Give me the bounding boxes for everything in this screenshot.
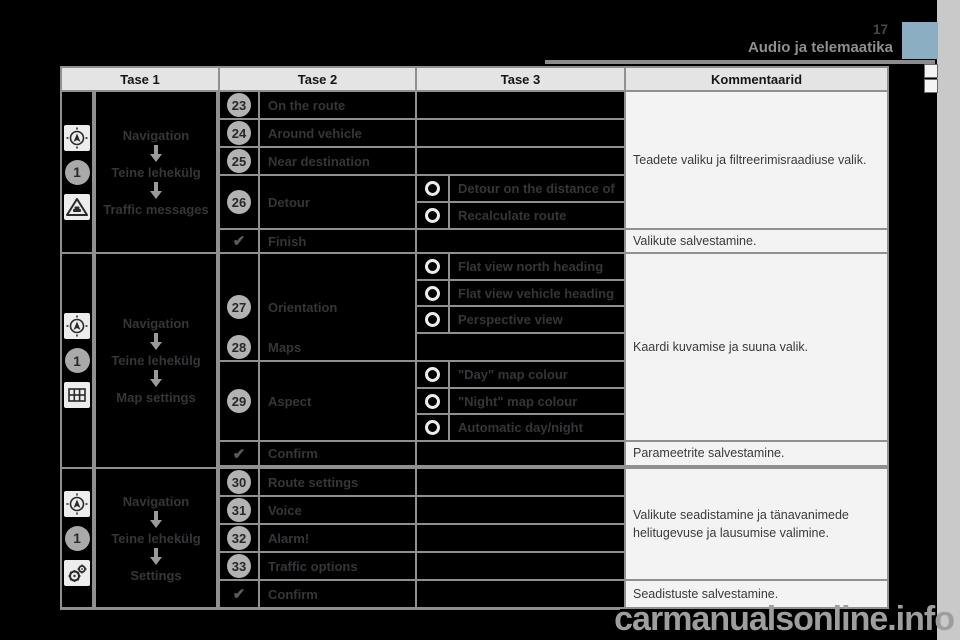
step-number-cell (220, 176, 258, 228)
section-color-tab (902, 22, 938, 59)
step-number-badge: 23 (227, 93, 251, 117)
page-1-badge: 1 (65, 526, 90, 551)
empty-cell (417, 581, 624, 607)
menu-label: Confirm (260, 581, 415, 607)
radio-cell (417, 389, 448, 413)
option-label: Automatic day/night (450, 415, 624, 440)
radio-cell (417, 176, 448, 201)
menu-label: Traffic options (260, 553, 415, 579)
step-number-badge: 31 (227, 498, 251, 522)
down-arrow-icon (149, 145, 163, 163)
menu-label: Maps (260, 334, 415, 360)
radio-icon (425, 367, 440, 382)
page-1-badge: 1 (65, 160, 90, 185)
radio-icon (425, 312, 440, 327)
menu-label: Alarm! (260, 525, 415, 551)
column-header-tase2: Tase 2 (220, 68, 415, 90)
step-number-badge: 24 (227, 121, 251, 145)
step-label: Traffic messages (103, 201, 209, 217)
empty-cell (417, 334, 624, 360)
empty-cell (417, 92, 624, 118)
menu-label: Finish (260, 230, 415, 252)
bookmark-square (924, 64, 938, 78)
step-label: Teine lehekülg (111, 164, 201, 180)
option-label: Perspective view (450, 307, 624, 332)
step-label: Teine lehekülg (111, 353, 201, 368)
page-number: 17 (872, 22, 888, 37)
navigation-compass-icon (64, 491, 90, 517)
step-number-badge: 33 (227, 554, 251, 578)
step-number-cell (220, 120, 258, 146)
radio-cell (417, 415, 448, 440)
step-number-cell (220, 525, 258, 551)
menu-label: Orientation (260, 254, 415, 360)
step-number-cell (220, 148, 258, 174)
column-header-tase1: Tase 1 (62, 68, 218, 90)
down-arrow-icon (149, 333, 163, 351)
step-label: Settings (130, 567, 182, 583)
option-label: "Day" map colour (450, 362, 624, 387)
menu-label: Aspect (260, 362, 415, 440)
radio-cell (417, 362, 448, 387)
navigation-compass-icon (64, 125, 90, 151)
comment-text: Valikute salvestamine. (626, 230, 887, 252)
empty-cell (417, 442, 624, 465)
traffic-messages-icon (64, 194, 90, 220)
empty-cell (417, 148, 624, 174)
step-number-cell (220, 469, 258, 495)
confirm-check-icon: ✔ (232, 445, 246, 463)
radio-cell (417, 281, 448, 305)
step-number-cell (220, 334, 258, 360)
radio-icon (425, 259, 440, 274)
confirm-check-icon: ✔ (232, 586, 246, 603)
empty-cell (417, 497, 624, 523)
option-label: "Night" map colour (450, 389, 624, 413)
menu-label: Near destination (260, 148, 415, 174)
empty-cell (417, 120, 624, 146)
group2-icon-cell (62, 254, 92, 467)
radio-cell (417, 307, 448, 332)
comment-text: Seadistuste salvestamine. (626, 581, 887, 607)
radio-cell (417, 254, 448, 279)
menu-label: On the route (260, 92, 415, 118)
section-title: Audio ja telemaatika (747, 39, 893, 56)
empty-cell (417, 553, 624, 579)
step-number-badge: 26 (227, 190, 251, 214)
confirm-check-icon: ✔ (232, 233, 246, 250)
down-arrow-icon (149, 511, 163, 529)
comment-text: Kaardi kuvamise ja suuna valik. (626, 254, 887, 440)
radio-icon (425, 181, 440, 196)
map-settings-icon (64, 382, 90, 408)
comment-text: Teadete valiku ja filtreerimisraadiuse valik. (626, 92, 887, 228)
menu-label: Detour (260, 176, 415, 228)
radio-icon (425, 208, 440, 223)
group1-icon-cell (62, 92, 92, 252)
watermark: carmanualsonline.info (614, 600, 954, 638)
empty-cell (417, 230, 624, 252)
radio-icon (425, 420, 440, 435)
empty-cell (417, 469, 624, 495)
step-number-cell (220, 92, 258, 118)
menu-label: Route settings (260, 469, 415, 495)
confirm-check-cell (220, 581, 258, 607)
page-edge-band (937, 0, 960, 640)
step-number-cell (220, 497, 258, 523)
menu-label: Confirm (260, 442, 415, 465)
step-number-badge: 25 (227, 149, 251, 173)
comment-text: Parameetrite salvestamine. (626, 442, 887, 465)
step-label: Navigation (122, 316, 190, 331)
confirm-check-cell (220, 230, 258, 252)
nav-menu-table (60, 66, 889, 609)
group1-step-cell (96, 92, 216, 252)
radio-cell (417, 203, 448, 228)
group2-step-cell (96, 254, 216, 467)
step-number-cell (220, 362, 258, 440)
group3-step-cell (96, 469, 216, 607)
step-number-badge: 27 (227, 295, 251, 319)
step-number-badge: 28 (227, 335, 251, 359)
step-number-badge: 32 (227, 526, 251, 550)
option-label: Flat view north heading (450, 254, 624, 279)
down-arrow-icon (149, 182, 163, 200)
top-divider (545, 60, 935, 64)
step-number-cell (220, 553, 258, 579)
menu-label: Around vehicle (260, 120, 415, 146)
option-label: Recalculate route (450, 203, 624, 228)
navigation-compass-icon (64, 313, 90, 339)
step-label: Teine lehekülg (111, 530, 201, 546)
step-label: Navigation (122, 127, 190, 143)
group3-icon-cell (62, 469, 92, 607)
step-number-badge: 29 (227, 389, 251, 413)
bookmark-square (924, 79, 938, 93)
column-header-comments: Kommentaarid (626, 68, 887, 90)
down-arrow-icon (149, 370, 163, 388)
radio-icon (425, 394, 440, 409)
confirm-check-cell (220, 442, 258, 465)
option-label: Flat view vehicle heading (450, 281, 624, 305)
radio-icon (425, 286, 440, 301)
step-label: Map settings (116, 390, 196, 405)
column-header-tase3: Tase 3 (417, 68, 624, 90)
empty-cell (417, 525, 624, 551)
comment-text: Valikute seadistamine ja tänavanimede helitugevuse ja lausumise valimine. (626, 469, 887, 579)
settings-gears-icon (64, 560, 90, 586)
menu-label: Voice (260, 497, 415, 523)
page-1-badge: 1 (65, 348, 90, 373)
option-label: Detour on the distance of (450, 176, 624, 201)
down-arrow-icon (149, 548, 163, 566)
step-number-badge: 30 (227, 470, 251, 494)
step-label: Navigation (122, 493, 190, 509)
